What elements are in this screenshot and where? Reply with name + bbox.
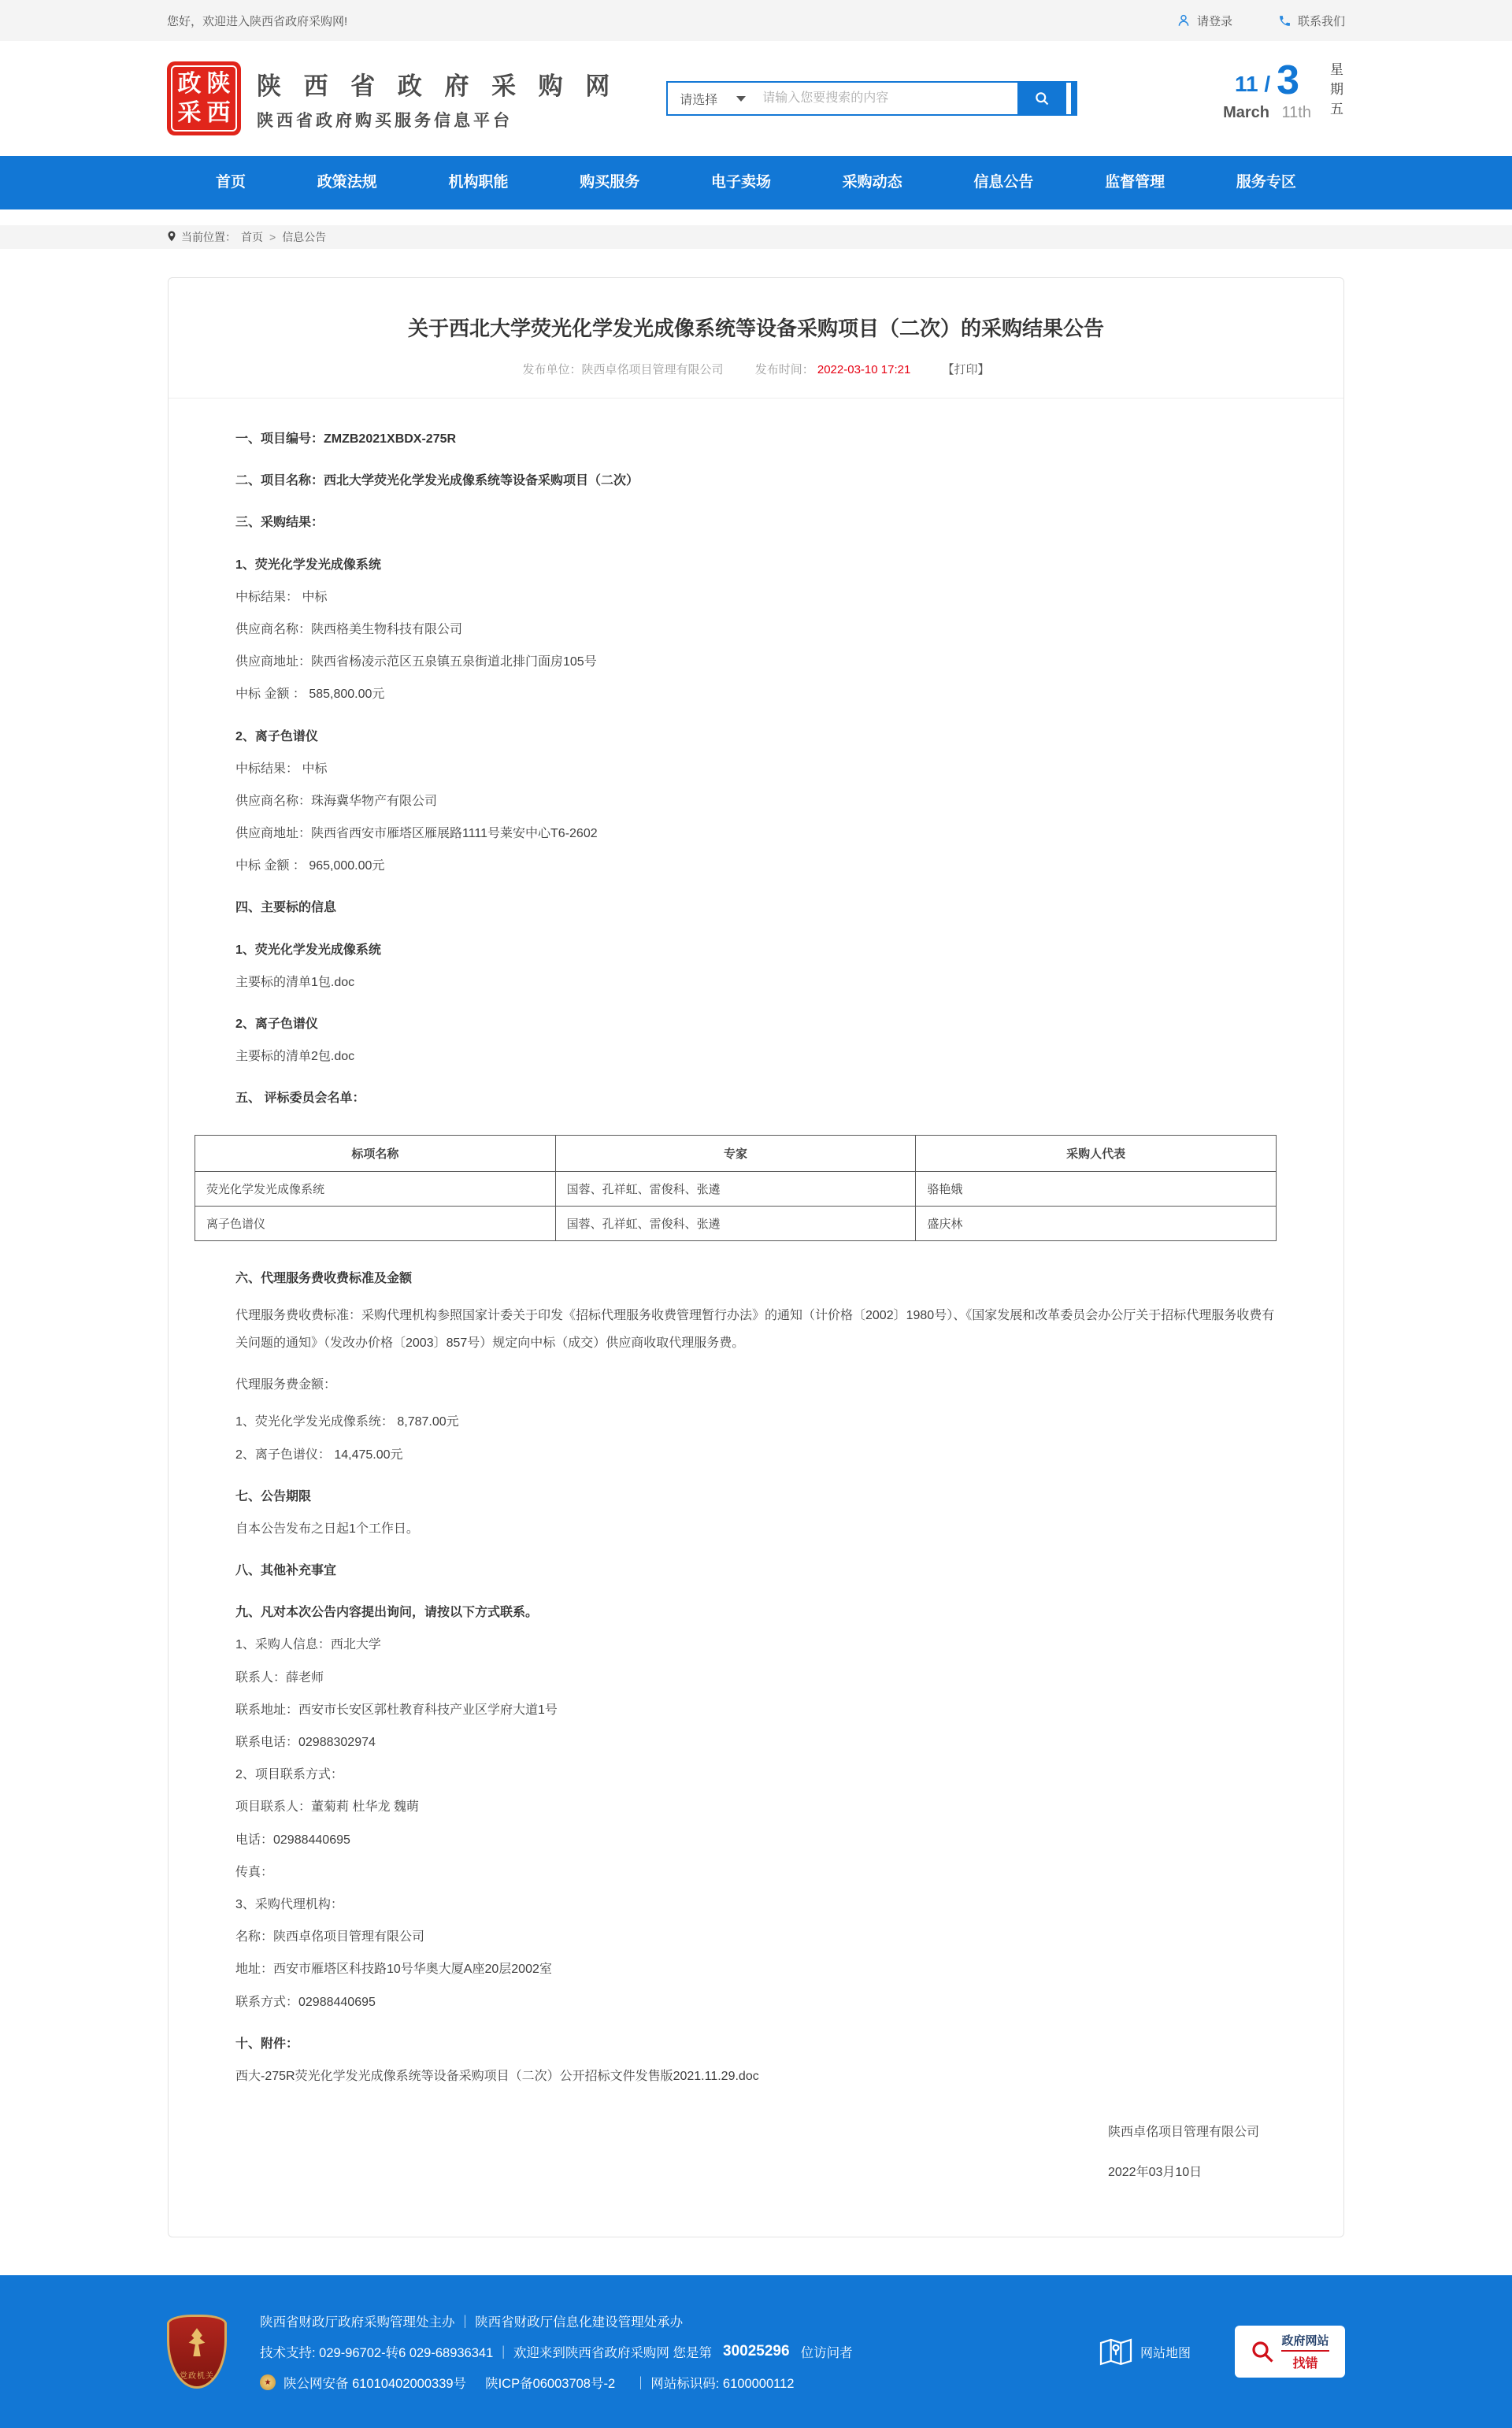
table-cell: 盛庆林: [916, 1206, 1277, 1240]
table-header-cell: 标项名称: [195, 1135, 556, 1171]
publish-time: 发布时间： 2022-03-10 17:21: [754, 363, 911, 376]
article-heading: 2、离子色谱仪: [235, 1018, 318, 1031]
footer-support-line: 技术支持: 029-96702-转6 029-68936341 ｜ 欢迎来到陕西省政府采购网 您是第 30025296 位访问者: [260, 2343, 853, 2361]
nav-item[interactable]: 信息公告: [973, 174, 1034, 191]
date-month-number: 11 /: [1234, 72, 1271, 97]
article-paragraph: 3、采购代理机构：: [235, 1897, 343, 1911]
attachment-link[interactable]: 主要标的清单2包.doc: [235, 1050, 355, 1064]
article-paragraph: 代理服务费金额：: [235, 1378, 337, 1392]
site-name: 陕 西 省 政 府 采 购 网: [257, 72, 618, 100]
publisher: 发布单位：陕西卓佲项目管理有限公司: [522, 363, 724, 376]
date-day-number: 3: [1277, 57, 1300, 103]
breadcrumb: [0, 225, 1512, 249]
sitemap-icon: [1099, 2337, 1132, 2367]
date-weekday: 星期五: [1328, 62, 1343, 121]
find-error-magnifier-icon: [1251, 2340, 1274, 2363]
location-pin-icon: [167, 231, 176, 243]
table-header-cell: 专家: [555, 1135, 916, 1171]
table-header-cell: 采购人代表: [916, 1135, 1277, 1171]
announcement-card: [168, 277, 1344, 2237]
visitor-count: 30025296: [723, 2343, 790, 2360]
article-paragraph: 1、荧光化学发光成像系统： 8,787.00元: [235, 1415, 459, 1429]
search-input[interactable]: [762, 83, 1017, 114]
site-subtitle: 陕西省政府购买服务信息平台: [257, 111, 513, 130]
article-paragraph: 自本公告发布之日起1个工作日。: [235, 1522, 419, 1536]
footer: [0, 2275, 1512, 2428]
article-paragraph: 供应商名称：陕西格美生物科技有限公司: [235, 622, 463, 636]
article-heading: 五、 评标委员会名单：: [235, 1092, 365, 1106]
date-widget: [1223, 57, 1345, 135]
article-paragraph: 电话：02988440695: [235, 1833, 350, 1847]
article-paragraph: 项目联系人：董菊莉 杜华龙 魏萌: [235, 1800, 419, 1815]
article-paragraph: 2、项目联系方式：: [235, 1768, 343, 1782]
breadcrumb-current[interactable]: 信息公告: [282, 231, 327, 243]
contact-button[interactable]: 联系我们: [1278, 13, 1345, 29]
article-heading: 十、附件：: [235, 2037, 299, 2051]
table-header-row: [195, 1135, 1277, 1171]
signature-company: 陕西卓佲项目管理有限公司: [1107, 2126, 1259, 2140]
login-button[interactable]: 请登录: [1177, 13, 1232, 29]
article-heading: 一、项目编号：ZMZB2021XBDX-275R: [235, 432, 457, 446]
signature-date: 2022年03月10日: [1107, 2166, 1203, 2180]
footer-beian-line: [260, 2373, 853, 2392]
article-paragraph: 名称：陕西卓佲项目管理有限公司: [235, 1930, 425, 1944]
table-cell: 骆艳娥: [916, 1171, 1277, 1206]
nav-item[interactable]: 首页: [216, 174, 246, 191]
nav-item[interactable]: 购买服务: [580, 174, 640, 191]
article-heading: 1、荧光化学发光成像系统: [235, 558, 381, 572]
welcome-text: 您好，欢迎进入陕西省政府采购网!: [167, 14, 348, 28]
article-heading: 七、公告期限: [235, 1489, 312, 1503]
nav-item[interactable]: 政策法规: [317, 174, 377, 191]
article-meta: [169, 361, 1343, 377]
article-heading: 六、代理服务费收费标准及金额: [235, 1271, 413, 1285]
site-header: [0, 41, 1512, 156]
article-heading: 二、项目名称：西北大学荧光化学发光成像系统等设备采购项目（二次）: [235, 474, 639, 488]
article-paragraph: 地址：西安市雁塔区科技路10号华奥大厦A座20层2002室: [235, 1963, 552, 1977]
article-paragraph: 联系电话：02988302974: [235, 1736, 376, 1749]
article-paragraph: 中标 金额 ： 585,800.00元: [235, 688, 385, 702]
nav-item[interactable]: 采购动态: [842, 174, 902, 191]
table-cell: 国蓉、孔祥虹、雷俊科、张遴: [555, 1171, 916, 1206]
search-category-select[interactable]: 请选择: [668, 83, 762, 114]
nav-item[interactable]: 机构职能: [448, 174, 509, 191]
nav-item[interactable]: 电子卖场: [710, 174, 771, 191]
article-heading: 九、凡对本次公告内容提出询问，请按以下方式联系。: [235, 1606, 539, 1620]
footer-organizer-line: 陕西省财政厅政府采购管理处主办 ｜ 陕西省财政厅信息化建设管理处承办: [260, 2315, 684, 2330]
article-paragraph: 2、离子色谱仪： 14,475.00元: [235, 1448, 403, 1462]
icp-link[interactable]: 陕ICP备06003708号-2: [485, 2377, 616, 2392]
article-paragraph: 联系人：薛老师: [235, 1670, 324, 1685]
article-paragraph: 供应商名称：珠海冀华物产有限公司: [235, 794, 438, 808]
logo-seal-icon: 政 陕 采 西: [167, 61, 241, 135]
table-cell: 荧光化学发光成像系统: [195, 1171, 556, 1206]
signature-block: [235, 2122, 1277, 2180]
sitemap-link[interactable]: 网站地图: [1099, 2337, 1191, 2367]
article-heading: 2、离子色谱仪: [235, 729, 318, 743]
article-paragraph: 中标 金额 ： 965,000.00元: [235, 859, 385, 873]
page-title: 关于西北大学荧光化学发光成像系统等设备采购项目（二次）的采购结果公告: [407, 317, 1104, 340]
nav-item[interactable]: 服务专区: [1236, 174, 1296, 191]
find-error-button[interactable]: 政府网站 找错: [1235, 2326, 1345, 2378]
site-id-code: ｜ 网站标识码: 6100000112: [634, 2377, 795, 2392]
table-row: [195, 1171, 1277, 1206]
article-paragraph: 联系地址：西安市长安区郭杜教育科技产业区学府大道1号: [235, 1703, 558, 1717]
table-row: [195, 1206, 1277, 1240]
publish-time-value: 2022-03-10 17:21: [817, 363, 911, 376]
phone-icon: [1278, 14, 1292, 28]
attachment-link[interactable]: 主要标的清单1包.doc: [235, 975, 355, 989]
topbar: [0, 0, 1512, 41]
search-icon: [1034, 91, 1050, 106]
beian-link[interactable]: 陕公网安备 61010402000339号: [284, 2377, 467, 2392]
article-heading: 四、主要标的信息: [235, 901, 337, 915]
article-paragraph: 传真：: [235, 1865, 274, 1879]
article-heading: 八、其他补充事宜: [235, 1564, 337, 1578]
search-box: [666, 81, 1077, 116]
main-nav: [0, 156, 1512, 209]
article-paragraph: 代理服务费收费标准：采购代理机构参照国家计委关于印发《招标代理服务收费管理暂行办法》的通知（计价格〔2002〕1980号）、《国家发展和改革委员会办公厅关于招标代理服务收费有关问题的通知》（发改办价格〔2003〕857号）规定向中标（成交）供应商收取代理服务费。: [235, 1308, 1275, 1350]
breadcrumb-label: 当前位置：: [181, 231, 236, 243]
article-paragraph: 联系方式：02988440695: [235, 1995, 376, 2009]
breadcrumb-home[interactable]: 首页: [241, 231, 263, 243]
article-heading: 1、荧光化学发光成像系统: [235, 943, 381, 957]
site-logo[interactable]: [167, 61, 617, 135]
date-month-name: March: [1223, 103, 1269, 121]
article-paragraph: 中标结果： 中标: [235, 762, 328, 776]
table-cell: 离子色谱仪: [195, 1206, 556, 1240]
user-icon: [1177, 13, 1191, 28]
article-paragraph: 中标结果： 中标: [235, 590, 328, 604]
attachment-link[interactable]: 西大-275R荧光化学发光成像系统等设备采购项目（二次）公开招标文件发售版2021.11.29.doc: [235, 2069, 759, 2083]
article-paragraph: 供应商地址：陕西省杨凌示范区五泉镇五泉街道北排门面房105号: [235, 655, 597, 669]
search-button[interactable]: [1017, 83, 1066, 114]
party-government-badge-icon: 党政机关: [167, 2315, 227, 2389]
nav-item[interactable]: 监督管理: [1105, 174, 1166, 191]
breadcrumb-separator: >: [269, 231, 276, 243]
police-badge-icon: ★: [260, 2374, 276, 2390]
print-button[interactable]: 【打印】: [942, 363, 990, 376]
chevron-down-icon: [736, 96, 746, 102]
article-paragraph: 供应商地址：陕西省西安市雁塔区雁展路1111号莱安中心T6-2602: [235, 827, 598, 841]
article-heading: 三、采购结果：: [235, 516, 324, 530]
committee-table: [195, 1135, 1277, 1241]
table-cell: 国蓉、孔祥虹、雷俊科、张遴: [555, 1206, 916, 1240]
article-paragraph: 1、采购人信息：西北大学: [235, 1638, 381, 1652]
article-body: [206, 430, 1277, 2085]
date-day-ordinal: 11th: [1281, 103, 1311, 121]
